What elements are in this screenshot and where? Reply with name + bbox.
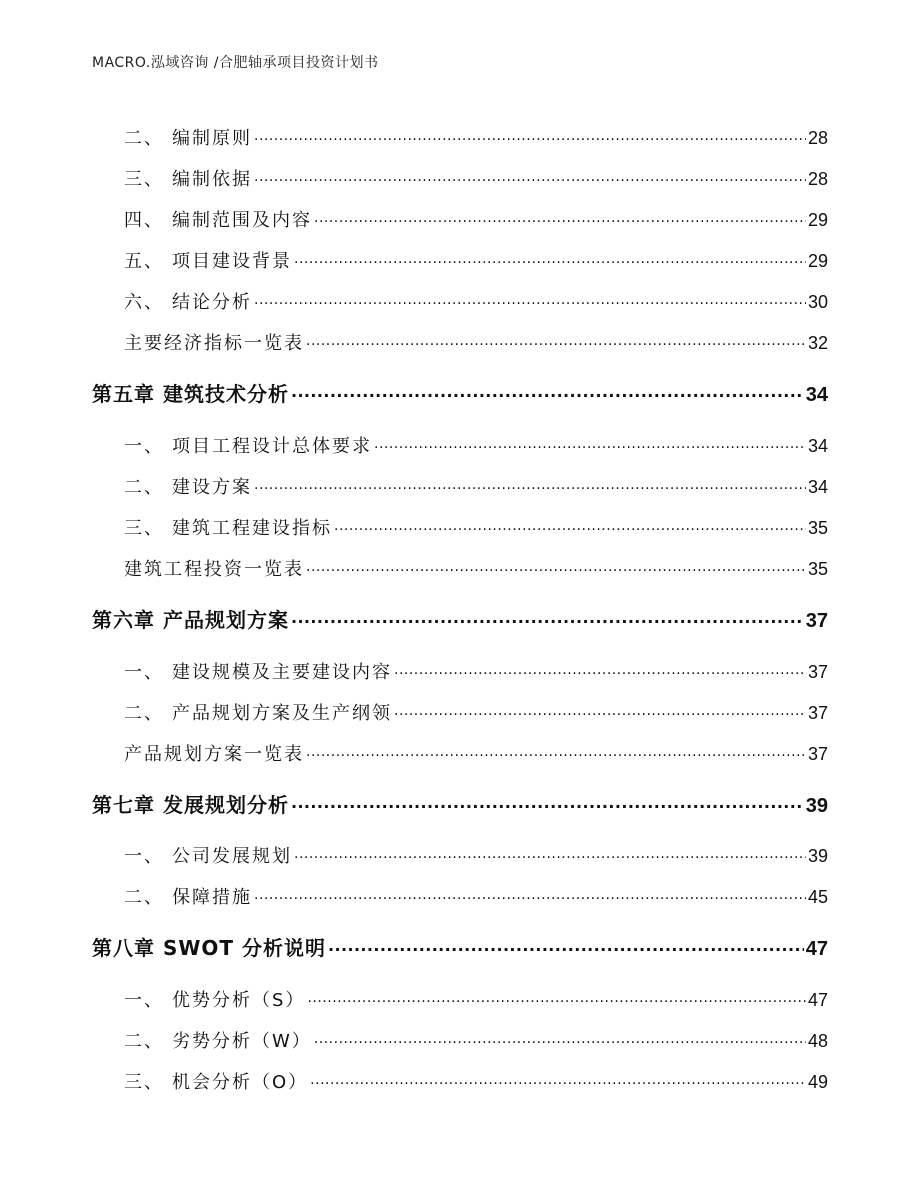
toc-entry-title: 产品规划方案一览表 <box>124 744 304 765</box>
toc-entry-number: 二、 <box>124 887 164 908</box>
toc-entry-page: 37 <box>805 610 828 632</box>
toc-entry-number: 二、 <box>124 477 164 498</box>
toc-chapter-entry[interactable] <box>92 604 828 633</box>
toc-entry[interactable] <box>124 247 828 273</box>
toc-leader-dots <box>314 206 806 227</box>
toc-entry-number: 三、 <box>124 1072 164 1093</box>
toc-entry-number: 三、 <box>124 169 164 190</box>
toc-entry-title: 建设方案 <box>172 477 252 498</box>
toc-entry-number: 一、 <box>124 662 164 683</box>
toc-chapter-entry[interactable] <box>92 789 828 818</box>
toc-entry-number: 四、 <box>124 210 164 231</box>
toc-leader-dots <box>254 165 806 186</box>
toc-entry-page: 28 <box>807 169 828 189</box>
toc-entry[interactable] <box>124 432 828 458</box>
toc-entry[interactable] <box>124 883 828 909</box>
toc-entry-number: 二、 <box>124 128 164 149</box>
toc-leader-dots <box>334 514 806 535</box>
toc-entry-page: 34 <box>807 477 828 497</box>
toc-entry-number: 一、 <box>124 990 164 1011</box>
toc-leader-dots <box>394 658 806 679</box>
toc-entry[interactable] <box>124 514 828 540</box>
toc-leader-dots <box>328 932 804 956</box>
toc-entry[interactable] <box>124 165 828 191</box>
toc-entry-page: 39 <box>807 846 828 866</box>
toc-entry[interactable] <box>124 699 828 725</box>
toc-entry-page: 29 <box>807 251 828 271</box>
toc-entry-title: 公司发展规划 <box>172 846 292 867</box>
toc-entry[interactable] <box>124 555 828 581</box>
toc-entry-number: 五、 <box>124 251 164 272</box>
toc-entry-title: 机会分析（O） <box>172 1072 309 1093</box>
toc-leader-dots <box>294 842 806 863</box>
toc-leader-dots <box>310 1068 806 1089</box>
toc-entry-page: 28 <box>807 128 828 148</box>
toc-leader-dots <box>291 378 804 402</box>
toc-entry-title: 编制依据 <box>172 169 252 190</box>
toc-leader-dots <box>306 555 806 576</box>
toc-leader-dots <box>291 604 804 628</box>
toc-leader-dots <box>254 124 806 145</box>
toc-chapter-title: 第六章 产品规划方案 <box>92 608 289 632</box>
toc-leader-dots <box>254 288 806 309</box>
toc-leader-dots <box>306 740 806 761</box>
toc-chapter-entry[interactable] <box>92 932 828 961</box>
toc-leader-dots <box>307 986 806 1007</box>
toc-entry-number: 六、 <box>124 292 164 313</box>
toc-entry-page: 47 <box>805 938 828 960</box>
toc-entry-title: 项目建设背景 <box>172 251 292 272</box>
toc-entry-title: 结论分析 <box>172 292 252 313</box>
toc-entry-title: 编制原则 <box>172 128 252 149</box>
toc-entry[interactable] <box>124 986 828 1012</box>
toc-entry[interactable] <box>124 206 828 232</box>
toc-entry[interactable] <box>124 473 828 499</box>
toc-entry-title: 优势分析（S） <box>172 990 306 1011</box>
toc-leader-dots <box>394 699 806 720</box>
toc-entry-page: 49 <box>807 1072 828 1092</box>
toc-entry-title: 建筑工程建设指标 <box>172 518 332 539</box>
page-header: MACRO.泓域咨询 /合肥轴承项目投资计划书 <box>92 55 379 71</box>
toc-leader-dots <box>306 329 806 350</box>
toc-entry-page: 45 <box>807 887 828 907</box>
toc-chapter-title: 第五章 建筑技术分析 <box>92 382 289 406</box>
toc-entry-number: 一、 <box>124 436 164 457</box>
toc-leader-dots <box>294 247 806 268</box>
toc-entry-title: 主要经济指标一览表 <box>124 333 304 354</box>
toc-entry-page: 32 <box>807 333 828 353</box>
toc-entry-page: 30 <box>807 292 828 312</box>
toc-entry-page: 39 <box>805 795 828 817</box>
toc-entry-page: 37 <box>807 744 828 764</box>
toc-entry-number: 一、 <box>124 846 164 867</box>
toc-entry-page: 35 <box>807 559 828 579</box>
toc-entry-page: 34 <box>807 436 828 456</box>
toc-chapter-entry[interactable] <box>92 378 828 407</box>
toc-entry[interactable] <box>124 658 828 684</box>
toc-leader-dots <box>314 1027 806 1048</box>
toc-entry-page: 37 <box>807 662 828 682</box>
toc-entry[interactable] <box>124 1027 828 1053</box>
toc-entry-page: 37 <box>807 703 828 723</box>
toc-leader-dots <box>254 883 806 904</box>
toc-entry-title: 劣势分析（W） <box>172 1031 312 1052</box>
toc-entry-page: 35 <box>807 518 828 538</box>
toc-entry-page: 29 <box>807 210 828 230</box>
toc-entry[interactable] <box>124 288 828 314</box>
toc-entry[interactable] <box>124 842 828 868</box>
toc-entry[interactable] <box>124 329 828 355</box>
toc-chapter-title: 第八章 SWOT 分析说明 <box>92 936 327 960</box>
toc-entry-page: 48 <box>807 1031 828 1051</box>
header-rule <box>88 80 832 81</box>
toc-entry-title: 建设规模及主要建设内容 <box>172 662 392 683</box>
toc-entry-page: 47 <box>807 990 828 1010</box>
toc-entry-page: 34 <box>805 384 828 406</box>
toc-entry-number: 三、 <box>124 518 164 539</box>
toc-entry[interactable] <box>124 124 828 150</box>
toc-entry[interactable] <box>124 740 828 766</box>
toc-entry-number: 二、 <box>124 703 164 724</box>
toc-leader-dots <box>254 473 806 494</box>
toc-leader-dots <box>374 432 806 453</box>
toc-entry[interactable] <box>124 1068 828 1094</box>
toc-entry-title: 编制范围及内容 <box>172 210 312 231</box>
toc-entry-title: 产品规划方案及生产纲领 <box>172 703 392 724</box>
toc-chapter-title: 第七章 发展规划分析 <box>92 793 289 817</box>
toc-leader-dots <box>291 789 804 813</box>
toc-entry-title: 项目工程设计总体要求 <box>172 436 372 457</box>
toc-entry-number: 二、 <box>124 1031 164 1052</box>
toc-entry-title: 建筑工程投资一览表 <box>124 559 304 580</box>
toc-entry-title: 保障措施 <box>172 887 252 908</box>
